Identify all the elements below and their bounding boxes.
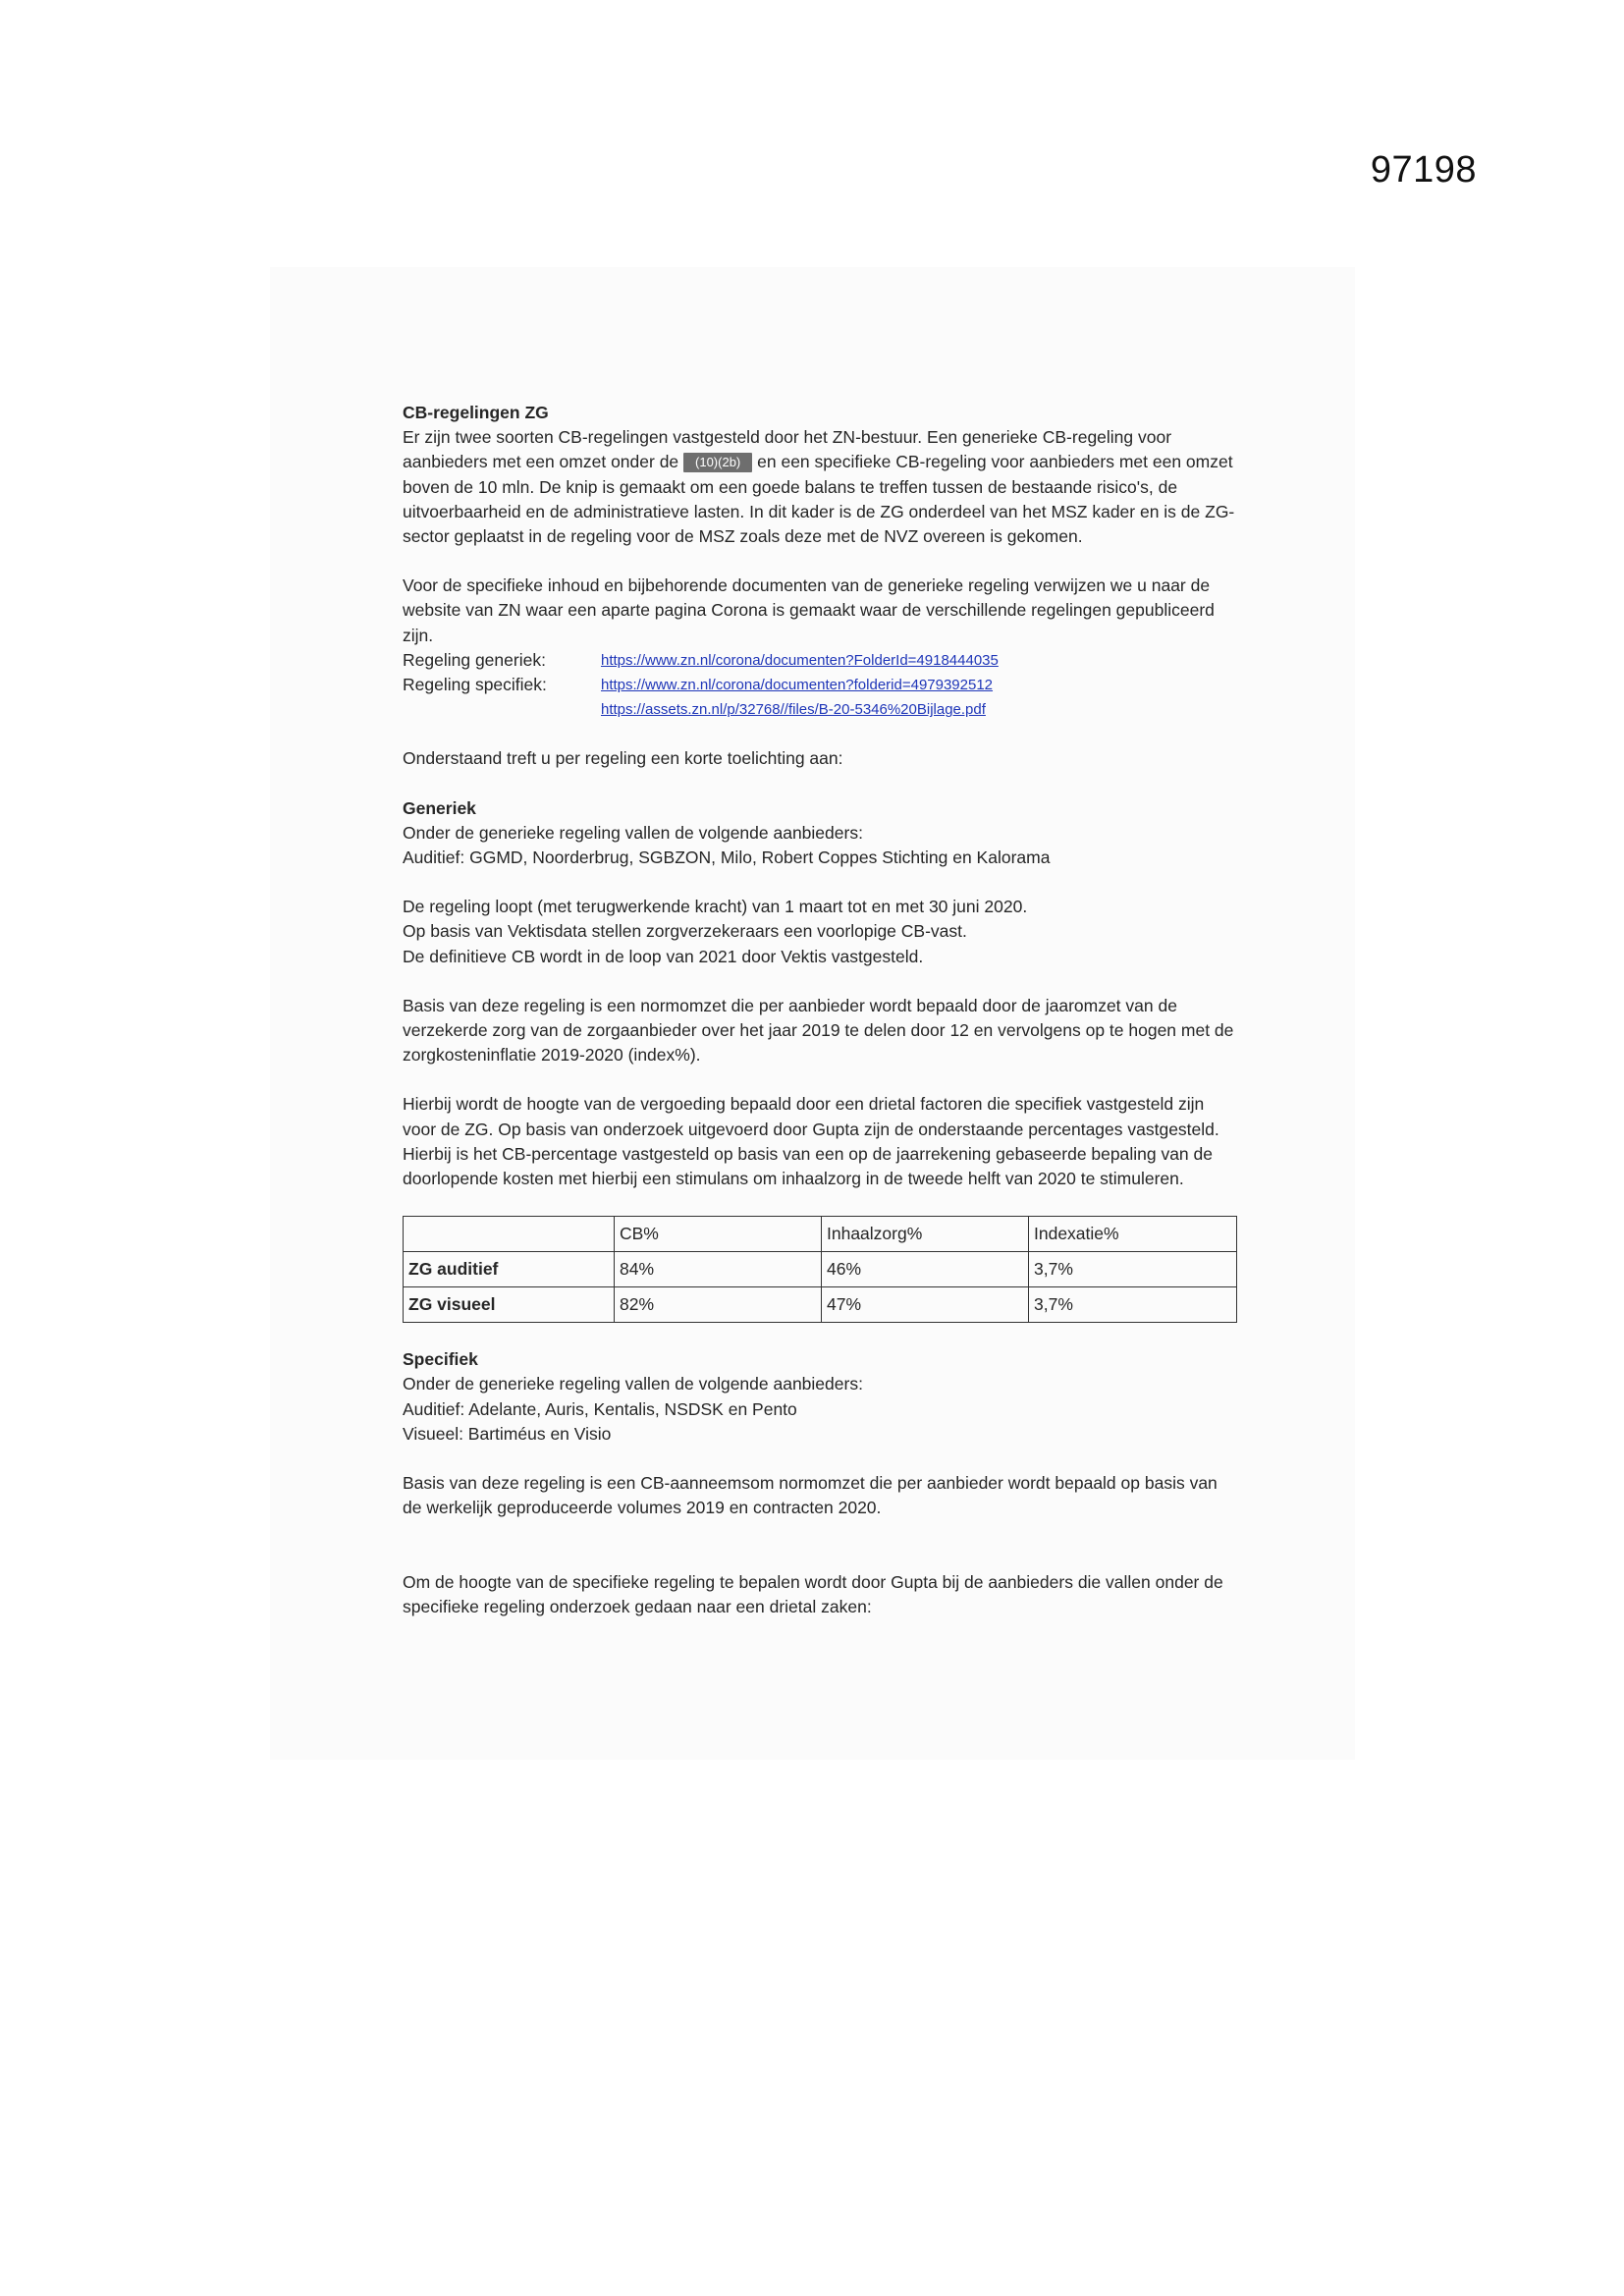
percentages-table bbox=[403, 1216, 1237, 1323]
link-bijlage[interactable]: https://assets.zn.nl/p/32768//files/B-20-5346%20Bijlage.pdf bbox=[601, 701, 986, 719]
link-row-specifiek bbox=[403, 673, 1237, 697]
table-cell: 84% bbox=[615, 1252, 822, 1287]
document-title: CB-regelingen ZG bbox=[403, 403, 549, 422]
link-label-generiek: Regeling generiek: bbox=[403, 649, 546, 670]
website-paragraph: Voor de specifieke inhoud en bijbehorende documenten van de generieke regeling verwijzen we u naar de website van ZN waar een aparte pagina Corona is gemaakt waar de verschillende regelingen gepubliceerd zijn. bbox=[403, 575, 1215, 645]
link-row-bijlage bbox=[403, 697, 1237, 722]
redaction-box: (10)(2b) bbox=[683, 453, 752, 472]
generiek-basis-paragraph: Basis van deze regeling is een normomzet die per aanbieder wordt bepaald door de jaaromzet van de verzekerde zorg van de zorgaanbieder over het jaar 2019 te delen door 12 en vervolgens op te hogen met de zorgkosteninflatie 2019-2020 (index%). bbox=[403, 995, 1234, 1066]
period-line-3: De definitieve CB wordt in de loop van 2021 door Vektis vastgesteld. bbox=[403, 946, 924, 966]
link-generiek[interactable]: https://www.zn.nl/corona/documenten?FolderId=4918444035 bbox=[601, 651, 999, 669]
table-header-cell: Inhaalzorg% bbox=[822, 1217, 1029, 1252]
generiek-line-1: Onder de generieke regeling vallen de volgende aanbieders: bbox=[403, 822, 863, 843]
overview-line: Onderstaand treft u per regeling een korte toelichting aan: bbox=[403, 748, 843, 769]
table-row bbox=[404, 1287, 1237, 1323]
document-number: 97198 bbox=[1370, 149, 1477, 191]
period-line-2: Op basis van Vektisdata stellen zorgverzekeraars een voorlopige CB-vast. bbox=[403, 921, 967, 942]
intro-paragraph bbox=[403, 425, 1237, 549]
link-row-generiek bbox=[403, 648, 1237, 673]
table-row bbox=[404, 1252, 1237, 1287]
link-specifiek[interactable]: https://www.zn.nl/corona/documenten?folderid=4979392512 bbox=[601, 677, 994, 694]
intro-text-after: en een specifieke CB-regeling voor aanbieders met een omzet boven de 10 mln. De knip is gemaakt om een goede balans te treffen tussen de bestaande risico's, de uitvoerbaarheid en de administratieve lasten. In dit kader is de ZG onderdeel van het MSZ kader en is de ZG-sector geplaatst in de regeling voor de MSZ zoals deze met de NVZ overeen is gekomen. bbox=[403, 452, 1235, 547]
period-line-1: De regeling loopt (met terugwerkende kracht) van 1 maart tot en met 30 juni 2020. bbox=[403, 897, 1028, 917]
table-header-cell bbox=[404, 1217, 615, 1252]
table-cell: 3,7% bbox=[1029, 1252, 1237, 1287]
section-heading-specifiek: Specifiek bbox=[403, 1349, 478, 1370]
specifiek-line-1: Onder de generieke regeling vallen de volgende aanbieders: bbox=[403, 1374, 863, 1394]
table-header-cell: CB% bbox=[615, 1217, 822, 1252]
section-heading-generiek: Generiek bbox=[403, 797, 476, 818]
link-label-bijlage bbox=[403, 697, 601, 722]
document-body bbox=[403, 401, 1237, 1619]
generiek-factors-paragraph: Hierbij wordt de hoogte van de vergoeding bepaald door een drietal factoren die specifiek vastgesteld zijn voor de ZG. Op basis van onderzoek uitgevoerd door Gupta zijn de onderstaande percentages vastgesteld. Hierbij is het CB-percentage vastgesteld op basis van een op de jaarrekening gebaseerde bepaling van de doorlopende kosten met hierbij een stimulans om inhaalzorg in de tweede helft van 2020 te stimuleren. bbox=[403, 1094, 1219, 1189]
table-header-row bbox=[404, 1217, 1237, 1252]
specifiek-basis-paragraph: Basis van deze regeling is een CB-aanneemsom normomzet die per aanbieder wordt bepaald op basis van de werkelijk geproduceerde volumes 2019 en contracten 2020. bbox=[403, 1473, 1218, 1518]
intro-text-before: Er zijn twee soorten CB-regelingen vastgesteld door het ZN-bestuur. Een generieke CB-regeling voor aanbieders met een omzet onder de bbox=[403, 427, 1172, 472]
table-row-header: ZG auditief bbox=[404, 1252, 615, 1287]
table-cell: 82% bbox=[615, 1287, 822, 1323]
generiek-line-2: Auditief: GGMD, Noorderbrug, SGBZON, Milo, Robert Coppes Stichting en Kalorama bbox=[403, 847, 1051, 868]
specifiek-line-2: Auditief: Adelante, Auris, Kentalis, NSDSK en Pento bbox=[403, 1398, 797, 1419]
table-row-header: ZG visueel bbox=[404, 1287, 615, 1323]
specifiek-line-3: Visueel: Bartiméus en Visio bbox=[403, 1423, 612, 1444]
table-header-cell: Indexatie% bbox=[1029, 1217, 1237, 1252]
table-cell: 3,7% bbox=[1029, 1287, 1237, 1323]
specifiek-research-paragraph: Om de hoogte van de specifieke regeling te bepalen wordt door Gupta bij de aanbieders die vallen onder de specifieke regeling onderzoek gedaan naar een drietal zaken: bbox=[403, 1571, 1223, 1616]
table-cell: 46% bbox=[822, 1252, 1029, 1287]
link-label-specifiek: Regeling specifiek: bbox=[403, 675, 547, 695]
table-cell: 47% bbox=[822, 1287, 1029, 1323]
